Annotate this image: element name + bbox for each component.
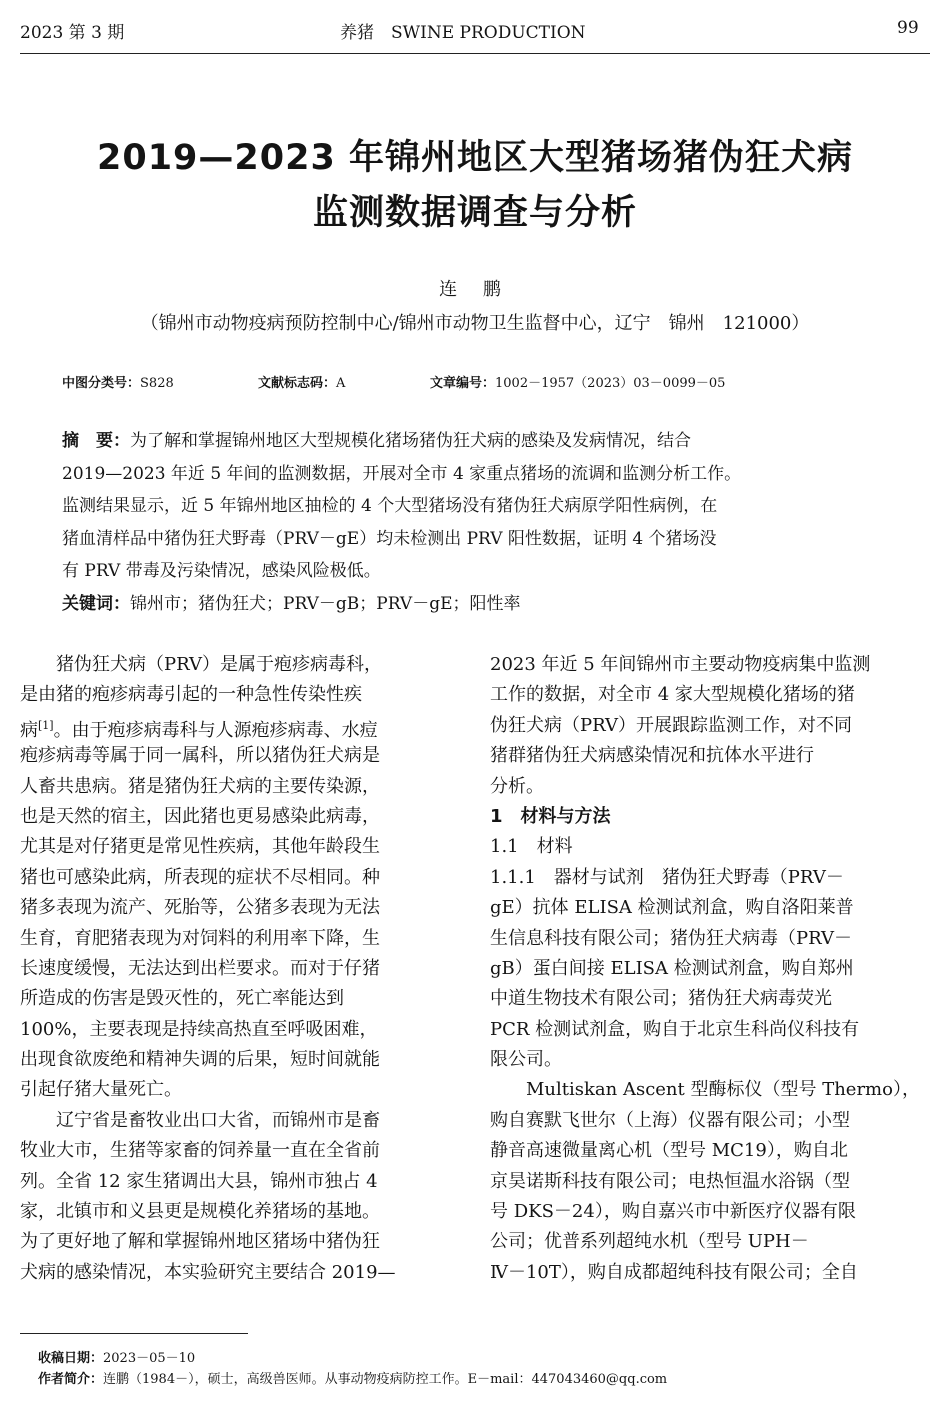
author-name: 连 鹏	[439, 279, 511, 300]
author-affiliation: （锦州市动物疫病预防控制中心/锦州市动物卫生监督中心，辽宁 锦州 121000）	[140, 313, 810, 334]
clc-number: 中图分类号：S828	[62, 376, 174, 391]
journal-name: 养猪 SWINE PRODUCTION	[340, 23, 586, 43]
footnote-rule	[20, 1333, 248, 1334]
article-number: 文章编号：1002－1957（2023）03－0099－05	[430, 376, 726, 391]
header-rule	[20, 53, 930, 54]
section-heading-1: 1 材料与方法	[490, 805, 611, 827]
section-heading-1-1: 1.1 材料	[490, 836, 573, 858]
keywords: 关键词：锦州市；猪伪狂犬；PRV－gB；PRV－gE；阳性率	[62, 593, 521, 614]
right-column: 2023 年近 5 年间锦州市主要动物疫病集中监测 工作的数据，对全市 4 家大型规模化猪场的猪 伪狂犬病（PRV）开展跟踪监测工作，对不同 猪群猪伪狂犬病感染情况和抗体水平进行 分析。 1 材料与方法 1.1 材料 1.1.1 器材与试剂 猪伪狂犬野毒（PRV－ gE）抗体 ELISA 检测试剂盒，购自洛阳莱普 生信息科技有限公司；猪伪狂犬病毒（PRV－ gB）蛋白间接 ELISA 检测试剂盒，购自郑州 中道生物技术有限公司；猪伪狂犬病毒荧光 PCR 检测试剂盒，购自于北京生科尚仪科技有 限公司。 Multiskan Ascent 型酶标仪（型号 Thermo）， 购自赛默飞世尔（上海）仪器有限公司；小型 静音高速微量离心机（型号 MC19），购自北 京昊诺斯科技有限公司；电热恒温水浴锅（型 号 DKS－24），购自嘉兴市中新医疗仪器有限 公司；优普系列超纯水机（型号 UPH－ Ⅳ－10T），购自成都超纯科技有限公司；全自	[490, 650, 932, 1288]
abstract: 摘 要：为了解和掌握锦州地区大型规模化猪场猪伪狂犬病的感染及发病情况，结合 2019—2023 年近 5 年间的监测数据，开展对全市 4 家重点猪场的流调和监测分析工作。 监测结果显示，近 5 年锦州地区抽检的 4 个大型猪场没有猪伪狂犬病原学阳性病例，在 猪血清样品中猪伪狂犬野毒（PRV－gE）均未检测出 PRV 阳性数据，证明 4 个猪场没 有 PRV 带毒及污染情况，感染风险极低。 关键词：锦州市；猪伪狂犬；PRV－gB；PRV－gE；阳性率	[62, 425, 890, 621]
keywords-label: 关键词：	[62, 593, 130, 614]
author-bio: 作者简介：连鹏（1984－），硕士，高级兽医师。从事动物疫病防控工作。E－mail：447043460@qq.com	[38, 1372, 668, 1387]
citation-ref[interactable]: [1]	[38, 718, 54, 732]
document-code: 文献标志码：A	[258, 376, 346, 391]
left-column: 猪伪狂犬病（PRV）是属于疱疹病毒科， 是由猪的疱疹病毒引起的一种急性传染性疾 病[1]。由于疱疹病毒科与人源疱疹病毒、水痘 疱疹病毒等属于同一属科，所以猪伪狂犬病是 人畜共患病。猪是猪伪狂犬病的主要传染源， 也是天然的宿主，因此猪也更易感染此病毒， 尤其是对仔猪更是常见性疾病，其他年龄段生 猪也可感染此病，所表现的症状不尽相同。种 猪多表现为流产、死胎等，公猪多表现为无法 生育，育肥猪表现为对饲料的利用率下降，生 长速度缓慢，无法达到出栏要求。而对于仔猪 所造成的伤害是毁灭性的，死亡率能达到 100%，主要表现是持续高热直至呼吸困难， 出现食欲废绝和精神失调的后果，短时间就能 引起仔猪大量死亡。 辽宁省是畜牧业出口大省，而锦州市是畜 牧业大市，生猪等家畜的饲养量一直在全省前 列。全省 12 家生猪调出大县，锦州市独占 4 家，北镇市和义县更是规模化养猪场的基地。 为了更好地了解和掌握锦州地区猪场中猪伪狂 犬病的感染情况，本实验研究主要结合 2019—	[20, 654, 396, 1283]
issue-number: 2023 第 3 期	[20, 23, 125, 43]
article-title-line1: 2019—2023 年锦州地区大型猪场猪伪狂犬病	[96, 138, 853, 178]
article-title-line2: 监测数据调查与分析	[312, 193, 637, 233]
section-heading-1-1-1: 1.1.1 器材与试剂	[490, 866, 644, 888]
abstract-label: 摘 要：	[62, 431, 130, 451]
page-number: 99	[897, 18, 919, 38]
received-date: 收稿日期：2023－05－10	[38, 1351, 196, 1366]
